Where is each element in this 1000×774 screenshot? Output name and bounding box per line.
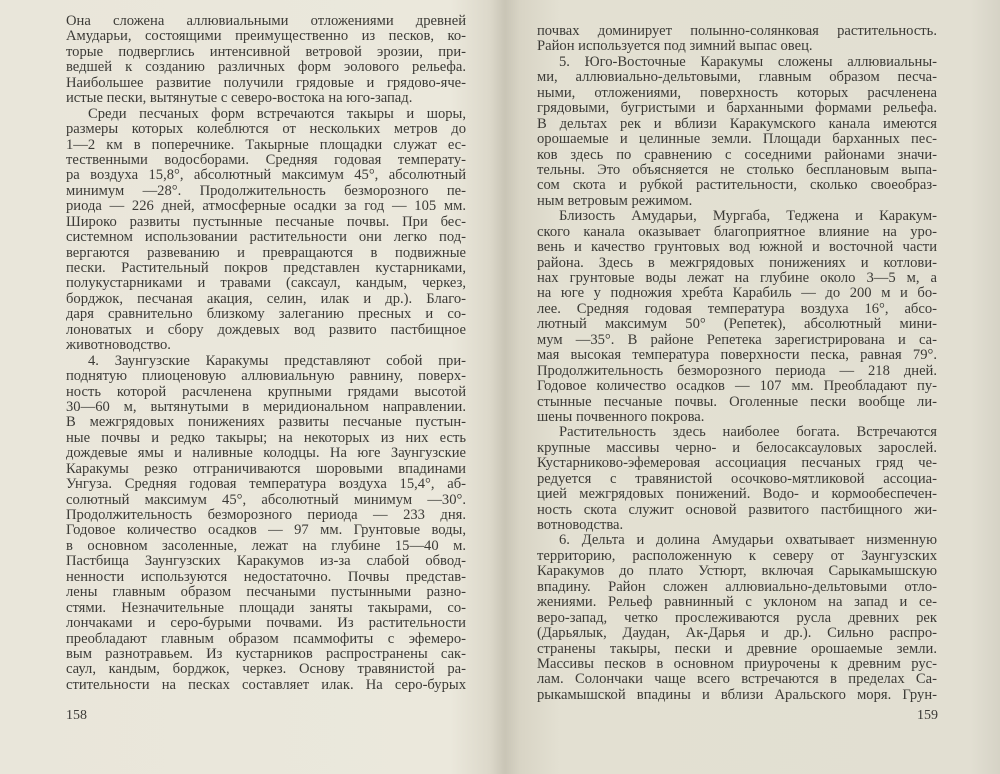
text-line: Унгуза. Средняя годовая температура воздуха 15,4°, аб- — [66, 476, 466, 493]
text-line: Среди песчаных форм встречаются такыры и шоры, — [88, 105, 466, 122]
text-line: вым разнотравьем. Из кустарников распространены сак- — [66, 645, 466, 662]
text-line: Пастбища Заунгузских Каракумов из-за слабой обвод- — [66, 553, 466, 570]
page-number: 159 — [917, 708, 938, 723]
text-line: лены главным образом песчаными пустынными разно- — [66, 584, 466, 601]
text-line: странены такыры, пески и древние орошаемые земли. — [537, 640, 937, 657]
text-line: ского канала оказывает благоприятное влияние на уро- — [537, 223, 937, 240]
paragraph — [537, 55, 937, 209]
text-line: ведшей к созданию различных форм эолового рельефа. — [66, 59, 466, 76]
text-line: преобладают главным образом псаммофиты с эфемеро- — [66, 630, 466, 647]
text-line: Продолжительность безморозного периода — 218 дней. — [537, 362, 937, 379]
text-line: ра воздуха 15,8°, абсолютный максимум 45°, абсолютный — [66, 167, 466, 184]
text-line: вотноводства. — [537, 517, 624, 533]
text-line: тельны. Это объясняется не столько бесплановым выпа- — [537, 161, 937, 178]
text-line: Район используется под зимний выпас овец. — [537, 38, 813, 55]
text-line: стями. Незначительные площади заняты такырами, со- — [66, 599, 466, 616]
text-line: стительности на песках составляет илак. На серо-бурых — [66, 676, 466, 693]
paragraph — [66, 107, 466, 354]
text-line: крупные массивы черно- и белосаксауловых зарослей. — [537, 439, 937, 456]
text-line: тественными водосборами. Средняя годовая температу- — [66, 151, 466, 168]
page-text — [66, 14, 466, 693]
text-line: борджок, песчаная акация, селин, илак и др.). Благо- — [66, 290, 466, 307]
text-line: территорию, расположенную к северу от Заунгузских — [537, 547, 937, 564]
text-line: 1—2 км в поперечнике. Такырные площадки служат ес- — [66, 136, 466, 153]
paragraph — [537, 533, 937, 703]
text-line: вергаются развеванию и превращаются в подвижные — [66, 244, 466, 261]
text-line: Каракумы резко отграничиваются шоровыми впадинами — [66, 460, 466, 477]
text-line: лончаками и серо-бурыми почвами. Из растительности — [66, 615, 466, 632]
text-line: стынные песчаные почвы. Оголенные пески вообще ли- — [537, 393, 937, 410]
text-line: Годовое количество осадков — 97 мм. Грунтовые воды, — [66, 522, 466, 539]
text-line: пески. Растительный покров представлен кустарниками, — [66, 260, 466, 276]
text-line: Широко развиты пустынные песчаные почвы. При бес- — [66, 213, 466, 230]
text-line: дождевые ямы и наливные колодцы. На юге Заунгузские — [66, 445, 466, 462]
text-line: размеры которых колеблются от нескольких метров до — [66, 121, 466, 138]
page-number: 158 — [66, 708, 87, 723]
text-line: рыкамышской впадины и вблизи Аральского моря. Грун- — [537, 686, 937, 703]
text-line: Растительность здесь наиболее богата. Встречаются — [559, 424, 937, 441]
text-line: Годовое количество осадков — 107 мм. Преобладают пу- — [537, 378, 937, 395]
text-line: мум —35°. В районе Репетека зарегистрирована и са- — [537, 331, 937, 348]
text-line: животноводство. — [66, 337, 171, 354]
paragraph — [537, 425, 937, 533]
text-line: Каракумов до плато Устюрт, включая Сарыкамышскую — [537, 563, 937, 580]
text-line: впадину. Район сложен аллювиально-дельтовыми отло- — [537, 578, 937, 595]
text-line: вень и качество грунтовых вод южной и восточной части — [537, 239, 937, 256]
text-line: жениями. Рельеф равнинный с уклоном на запад и се- — [537, 594, 937, 611]
text-line: Близость Амударьи, Мургаба, Теджена и Каракум- — [559, 208, 937, 225]
text-line: сом скота и рубкой растительности, сколько своеобраз- — [537, 177, 937, 194]
text-line: лам. Солончаки чаще всего встречаются в пределах Са- — [537, 671, 937, 688]
text-line: 30—60 м, вытянутыми в меридиональном направлении. — [66, 398, 466, 415]
page-text — [537, 24, 937, 703]
text-line: даря сравнительно близкому залеганию пресных и со- — [66, 306, 466, 323]
text-line: шены почвенного покрова. — [537, 408, 705, 425]
text-line: 5. Юго-Восточные Каракумы сложены аллювиальны- — [559, 53, 937, 70]
text-line: Наибольшее развитие получили грядовые и грядово-яче- — [66, 74, 466, 91]
text-line: 4. Заунгузские Каракумы представляют собой при- — [88, 352, 466, 369]
text-line: ми, аллювиально-дельтовыми, главным образом песча- — [537, 69, 937, 86]
text-line: лее. Средняя годовая температура воздуха 16°, абсо- — [537, 300, 937, 317]
text-line: веро-запад, четко прослеживаются русла древних рек — [537, 609, 937, 626]
paragraph — [66, 354, 466, 694]
text-line: мая высокая температура поверхности песка, равная 79°. — [537, 347, 937, 364]
text-line: ность скота служит основой развитого пастбищного жи- — [537, 501, 937, 518]
text-line: полукустарниками и травами (саксаул, кандым, черкез, — [66, 275, 466, 292]
text-line: орошаемые и целинные земли. Площади барханных пес- — [537, 131, 937, 148]
text-line: ным ветровым режимом. — [537, 192, 693, 209]
text-line: солютный максимум 45°, абсолютный минимум —30°. — [66, 491, 466, 508]
text-line: грядовыми, бугристыми и барханными формами рельефа. — [537, 100, 937, 117]
text-line: редуется с травянистой осочково-мятликовой ассоциа- — [537, 470, 937, 487]
text-line: В межгрядовых понижениях развиты песчаные пустын- — [66, 414, 466, 431]
text-line: минимум —28°. Продолжительность безморозного пе- — [66, 182, 466, 199]
text-line: саул, кандым, борджок, черкез. Основу травянистой ра- — [66, 661, 466, 678]
text-line: (Дарьялык, Даудан, Ак-Дарья и др.). Сильно распро- — [537, 625, 937, 642]
text-line: Амударьи, состоящими преимущественно из песков, ко- — [66, 28, 466, 45]
text-line: в основном засоленные, лежат на глубине 15—40 м. — [66, 537, 466, 554]
text-line: ные почвы и редко такыры; на некоторых из них есть — [66, 429, 466, 446]
text-line: 6. Дельта и долина Амударьи охватывает низменную — [559, 532, 937, 549]
text-line: ность которой расчленена крупными грядами высотой — [66, 383, 466, 400]
text-line: Она сложена аллювиальными отложениями древней — [66, 13, 466, 29]
text-line: цией межгрядовых понижений. Водо- и кормообеспечен- — [537, 486, 937, 503]
paragraph — [537, 24, 937, 55]
text-line: Массивы песков в основном приурочены к древним рус- — [537, 655, 937, 672]
text-line: на юге у подножия хребта Карабиль — до 200 м и бо- — [537, 285, 937, 302]
text-line: ков здесь по сравнению с соседними районами значи- — [537, 146, 937, 163]
paragraph — [66, 14, 466, 107]
text-line: поднятую плиоценовую аллювиальную равнину, поверх- — [66, 368, 466, 385]
text-line: Кустарниково-эфемеровая ассоциация песчаных гряд че- — [537, 455, 937, 472]
text-line: ненности используются недостаточно. Почвы представ- — [66, 568, 466, 585]
text-line: лютный максимум 50° (Репетек), абсолютный мини- — [537, 316, 937, 333]
text-line: истые пески, вытянутые с северо-востока на юго-запад. — [66, 90, 413, 107]
paragraph — [537, 209, 937, 425]
text-line: района. Здесь в межгрядовых понижениях и котлови- — [537, 254, 937, 271]
text-line: лоноватых и сбору дождевых вод развито пастбищное — [66, 321, 466, 338]
text-line: В дельтах рек и вблизи Каракумского канала имеются — [537, 115, 937, 132]
text-line: Продолжительность безморозного периода — 233 дня. — [66, 507, 466, 523]
text-line: ными, отложениями, поверхность которых расчленена — [537, 84, 937, 101]
right-page — [500, 0, 1000, 774]
text-line: системном использовании растительности они легко под- — [66, 229, 466, 246]
text-line: почвах доминирует полынно-солянковая растительность. — [537, 23, 937, 39]
text-line: торые подверглись интенсивной ветровой эрозии, при- — [66, 43, 466, 60]
text-line: нах грунтовые воды лежат на глубине около 3—5 м, а — [537, 270, 937, 286]
text-line: риода — 226 дней, атмосферные осадки за год — 105 мм. — [66, 198, 466, 215]
